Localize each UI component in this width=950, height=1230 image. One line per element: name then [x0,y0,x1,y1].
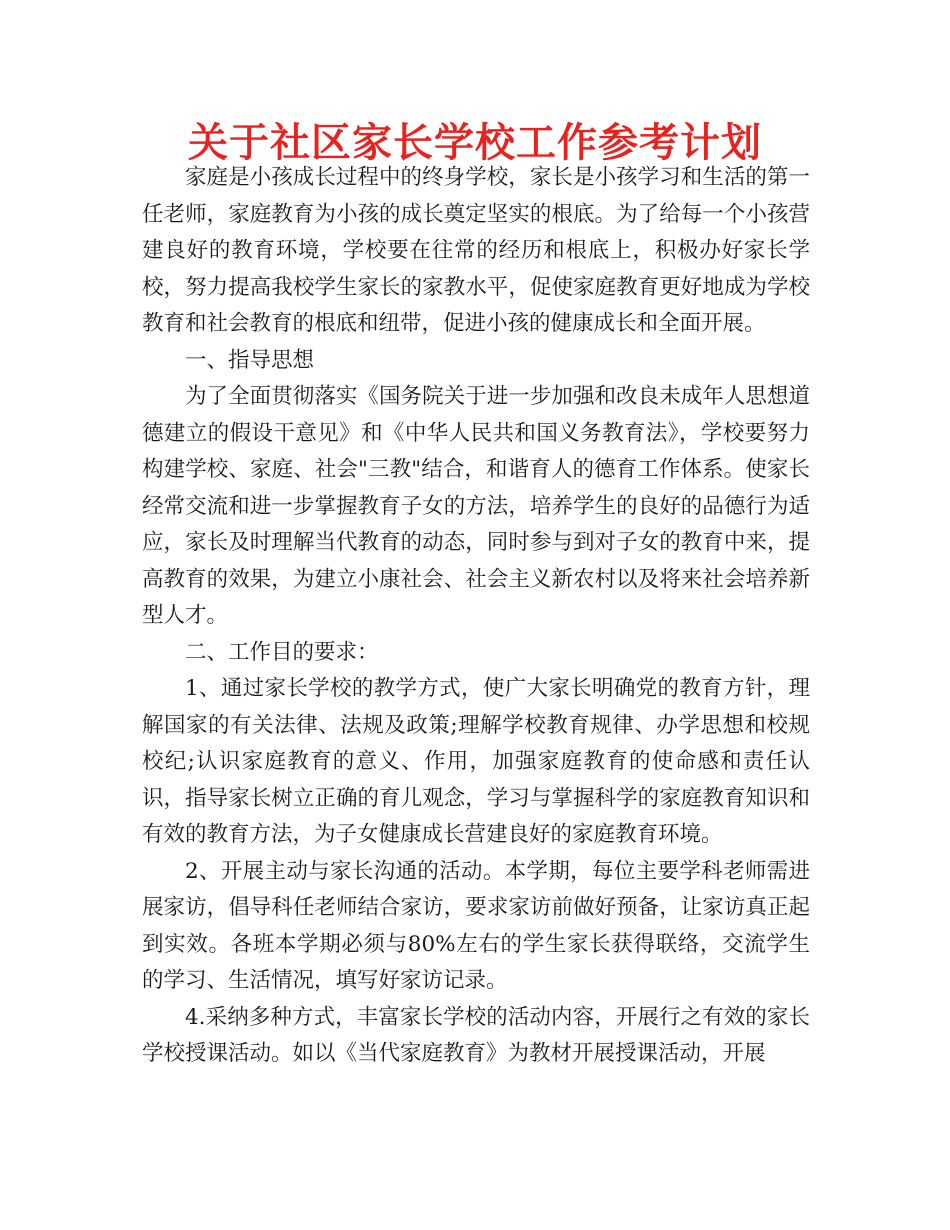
paragraph-guiding-thought: 为了全面贯彻落实《国务院关于进一步加强和改良未成年人思想道德建立的假设干意见》和《中华人民共和国义务教育法》，学校要努力构建学校、家庭、社会"三教"结合，和谐育人的德育工作体系。使家长经常交流和进一步掌握教育子女的方法，培养学生的良好的品德行为适应，家长及时理解当代教育的动态，同时参与到对子女的教育中来，提高教育的效果，为建立小康社会、社会主义新农村以及将来社会培养新型人才。 [142,384,810,628]
paragraph-goal-2: 2、开展主动与家长沟通的活动。本学期，每位主要学科老师需进展家访，倡导科任老师结合家访，要求家访前做好预备，让家访真正起到实效。各班本学期必须与80%左右的学生家长获得联络，交流学生的学习、生活情况，填写好家访记录。 [142,858,810,993]
document-body [142,160,810,1073]
section-heading-work-goals: 二、工作目的要求： [185,639,379,665]
paragraph-intro: 家庭是小孩成长过程中的终身学校，家长是小孩学习和生活的第一任老师，家庭教育为小孩的成长奠定坚实的根底。为了给每一个小孩营建良好的教育环境，学校要在往常的经历和根底上，积极办好家长学校，努力提高我校学生家长的家教水平，促使家庭教育更好地成为学校教育和社会教育的根底和纽带，促进小孩的健康成长和全面开展。 [142,165,810,336]
paragraph-goal-4: 4.采纳多种方式，丰富家长学校的活动内容，开展行之有效的家长学校授课活动。如以《当代家庭教育》为教材开展授课活动，开展 [142,1004,810,1066]
section-heading-guiding-thought: 一、指导思想 [185,347,315,373]
document-title: 关于社区家长学校工作参考计划 [188,120,762,166]
paragraph-goal-1: 1、通过家长学校的教学方式，使广大家长明确党的教育方针，理解国家的有关法律、法规及政策;理解学校教育规律、办学思想和校规校纪;认识家庭教育的意义、作用，加强家庭教育的使命感和责任认识，指导家长树立正确的育儿观念，学习与掌握科学的家庭教育知识和有效的教育方法，为子女健康成长营建良好的家庭教育环境。 [142,676,810,847]
